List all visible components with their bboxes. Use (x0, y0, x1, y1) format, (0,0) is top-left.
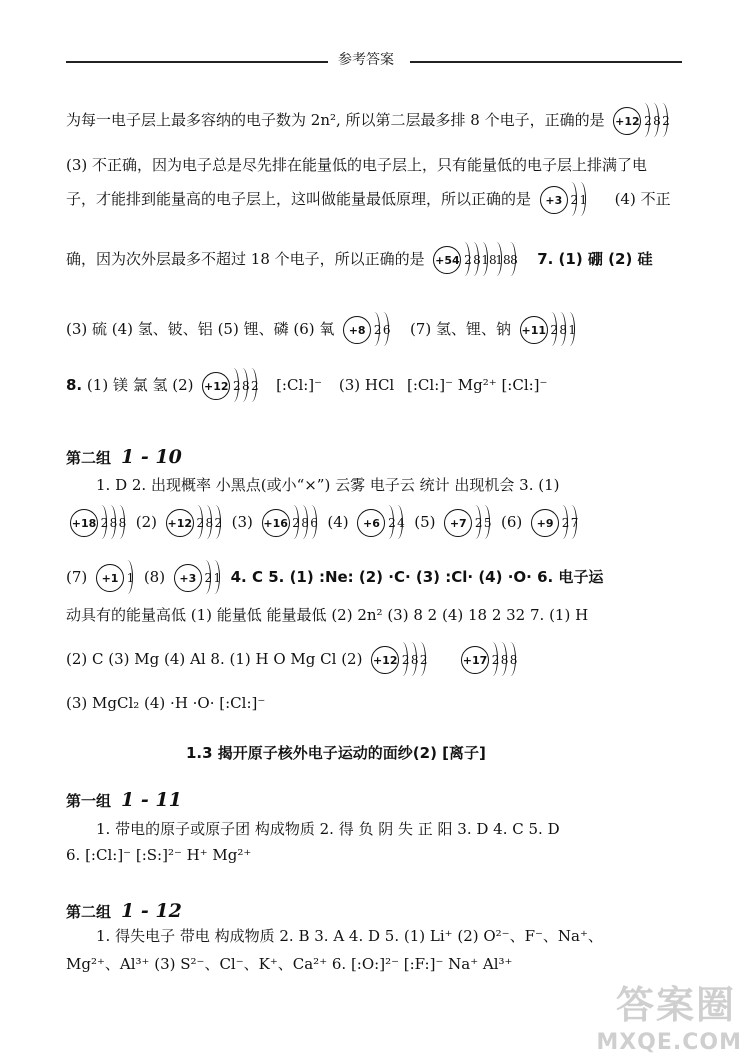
watermark-url: MXQE.COM (596, 1030, 742, 1055)
shell: 8 (559, 315, 568, 345)
shell: 8 (109, 508, 118, 538)
nucleus: +12 (371, 646, 399, 674)
shell: 18 (495, 245, 509, 275)
shell: 2 (561, 508, 570, 538)
shell: 2 (463, 245, 472, 275)
nucleus: +9 (531, 509, 559, 537)
answer-line-13: 1. 带电的原子或原子团 构成物质 2. 得 负 阴 失 正 阳 3. D 4. C 5. D (96, 820, 560, 838)
nucleus: +16 (262, 509, 290, 537)
nucleus: +1 (96, 564, 124, 592)
shell: 18 (481, 245, 495, 275)
shell: 6 (310, 508, 319, 538)
atom-diagram (461, 645, 518, 675)
shell: 8 (241, 371, 250, 401)
shell: 7 (570, 508, 579, 538)
answer-line-9: (7) +1 1 (8) +3 2 1 4. C 5. (1) :Ne: (2) ·C· (3) :Cl· (4) ·O· 6. 电子运 (66, 563, 682, 593)
shell: 1 (579, 185, 588, 215)
shell: 8 (410, 645, 419, 675)
shell: 2 (204, 563, 213, 593)
shell: 2 (419, 645, 428, 675)
answer-line-5: (3) 硫 (4) 氢、铍、铝 (5) 锂、磷 (6) 氧 +8 2 6 (7) 氢、锂、钠 +11 2 8 1 (66, 315, 682, 345)
shell: 2 (474, 508, 483, 538)
answer-line-10: 动具有的能量高低 (1) 能量低 能量最低 (2) 2n² (3) 8 2 (4) 18 2 32 7. (1) H (66, 606, 589, 624)
atom-diagram (540, 185, 588, 215)
nucleus: +12 (613, 107, 641, 135)
shell: 2 (196, 508, 205, 538)
shell: 2 (373, 315, 382, 345)
nucleus: +8 (343, 316, 371, 344)
shell: 2 (491, 645, 500, 675)
answer-line-3: 子，才能排到能量高的电子层上，这叫做能量最低原理，所以正确的是 +3 2 1 (4) 不正 (66, 185, 682, 215)
shell: 2 (661, 106, 670, 136)
shell: 8 (509, 245, 518, 275)
answer-line-6: 8. (1) 镁 氯 氢 (2) +12 2 8 2 [:Cl:]⁻ (3) HCl [:Cl:]⁻ Mg²⁺ [:Cl:]⁻ (66, 371, 682, 401)
shell: 8 (652, 106, 661, 136)
nucleus: +7 (444, 509, 472, 537)
shell: 4 (396, 508, 405, 538)
atom-diagram (166, 508, 223, 538)
atom-diagram (531, 508, 579, 538)
shell: 5 (483, 508, 492, 538)
shell: 8 (500, 645, 509, 675)
nucleus: +6 (357, 509, 385, 537)
shell: 2 (250, 371, 259, 401)
shell: 8 (472, 245, 481, 275)
shell: 2 (387, 508, 396, 538)
shell: 2 (570, 185, 579, 215)
answer-line-7: 1. D 2. 出现概率 小黑点(或小“×”) 云雾 电子云 统计 出现机会 3. (1) (96, 476, 560, 494)
shell: 8 (118, 508, 127, 538)
atom-diagram (613, 106, 670, 136)
answer-line-8: +18 2 8 8 (2) +12 2 8 2 (3) +16 2 8 6 (4) +6 2 4 (5) +7 2 5 (6) +9 2 7 (66, 508, 682, 538)
section-title: 1.3 揭开原子核外电子运动的面纱(2) [离子] (186, 744, 486, 762)
nucleus: +18 (70, 509, 98, 537)
shell: 6 (382, 315, 391, 345)
shell: 2 (401, 645, 410, 675)
shell: 1 (568, 315, 577, 345)
shell: 1 (213, 563, 222, 593)
shell: 2 (550, 315, 559, 345)
shell: 8 (205, 508, 214, 538)
nucleus: +3 (540, 186, 568, 214)
answer-line-11: (2) C (3) Mg (4) Al 8. (1) H O Mg Cl (2) +12 2 8 2 +17 2 8 8 (66, 645, 682, 675)
nucleus: +11 (520, 316, 548, 344)
atom-diagram (174, 563, 222, 593)
atom-diagram (520, 315, 577, 345)
answer-line-4: 确，因为次外层最多不超过 18 个电子，所以正确的是 +54 2 8 18 18 8 7. (1) 硼 (2) 硅 (66, 245, 682, 275)
answer-line-12: (3) MgCl₂ (4) ·H ·O· [:Cl:]⁻ (66, 694, 266, 712)
header-title: 参考答案 (338, 52, 394, 68)
nucleus: +12 (166, 509, 194, 537)
shell: 2 (232, 371, 241, 401)
shell: 2 (214, 508, 223, 538)
watermark-logo: 答案圈 (615, 983, 736, 1027)
atom-diagram (202, 371, 259, 401)
shell: 8 (301, 508, 310, 538)
nucleus: +3 (174, 564, 202, 592)
header-rule-left (66, 61, 328, 63)
atom-diagram (357, 508, 405, 538)
answer-line-15: 1. 得失电子 带电 构成物质 2. B 3. A 4. D 5. (1) Li⁺ (2) O²⁻、F⁻、Na⁺、 (96, 927, 603, 945)
shell: 2 (100, 508, 109, 538)
atom-diagram (371, 645, 428, 675)
atom-diagram (262, 508, 319, 538)
answer-line-14: 6. [:Cl:]⁻ [:S:]²⁻ H⁺ Mg²⁺ (66, 846, 252, 864)
atom-diagram (70, 508, 127, 538)
group-heading: 第二组 1 - 12 (66, 900, 182, 922)
atom-diagram (433, 245, 518, 275)
atom-diagram (444, 508, 492, 538)
answer-line-1: 为每一电子层上最多容纳的电子数为 2n², 所以第二层最多排 8 个电子，正确的是 +12 2 8 2 (66, 106, 682, 136)
nucleus: +12 (202, 372, 230, 400)
nucleus: +54 (433, 246, 461, 274)
header-rule-right (410, 61, 682, 63)
shell: 1 (126, 563, 135, 593)
shell: 8 (509, 645, 518, 675)
group-heading: 第一组 1 - 11 (66, 789, 182, 811)
group-heading: 第二组 1 - 10 (66, 446, 182, 468)
answer-line-16: Mg²⁺、Al³⁺ (3) S²⁻、Cl⁻、K⁺、Ca²⁺ 6. [:O:]²⁻ [:F:]⁻ Na⁺ Al³⁺ (66, 955, 513, 973)
shell: 2 (292, 508, 301, 538)
atom-diagram (96, 563, 135, 593)
answer-line-2: (3) 不正确，因为电子总是尽先排在能量低的电子层上，只有能量低的电子层上排满了电 (66, 156, 648, 174)
nucleus: +17 (461, 646, 489, 674)
shell: 2 (643, 106, 652, 136)
atom-diagram (343, 315, 391, 345)
